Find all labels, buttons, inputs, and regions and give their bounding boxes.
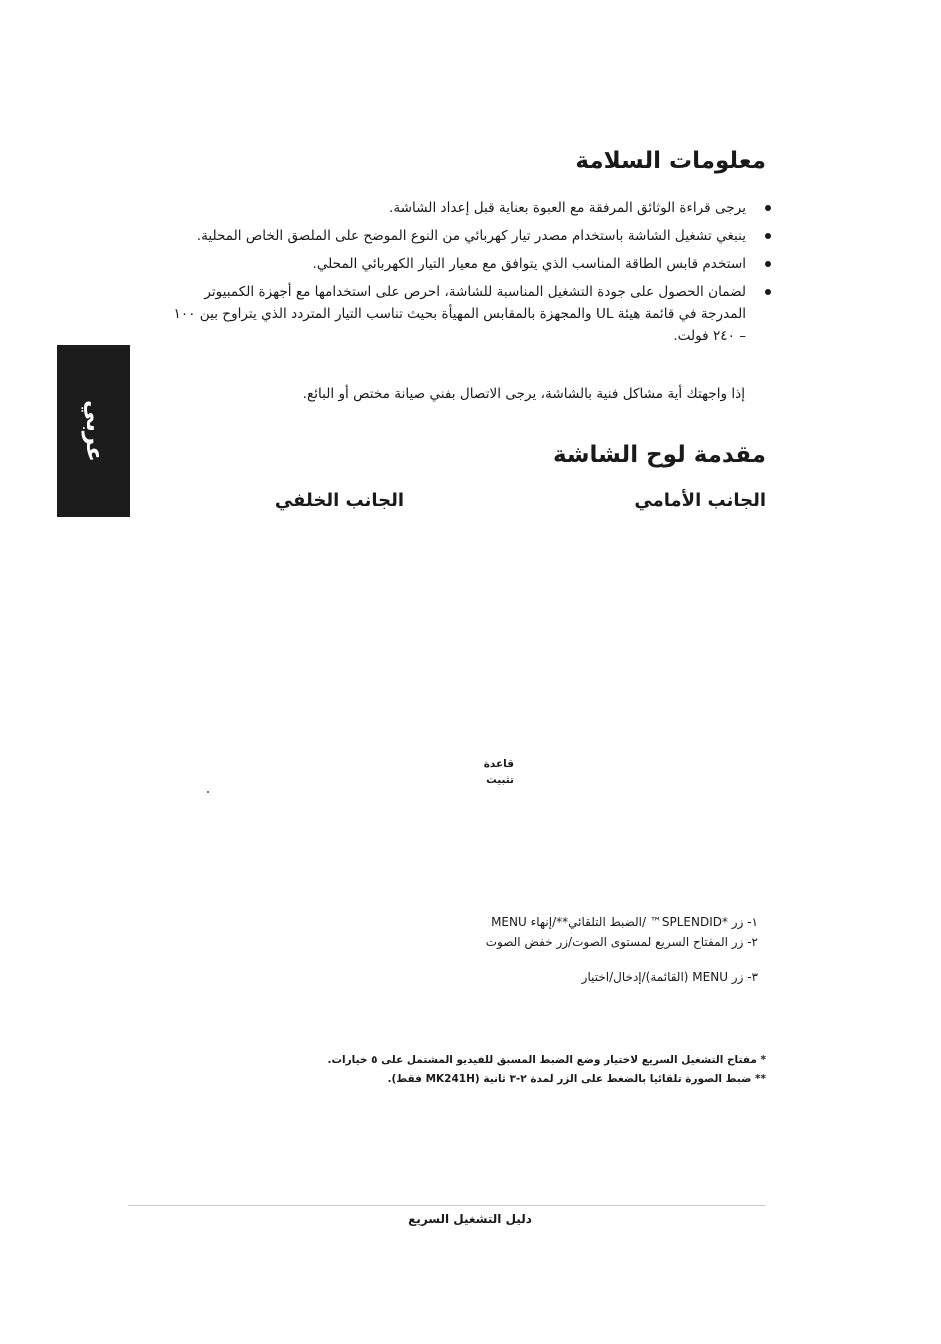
safety-note: إذا واجهتك أية مشاكل فنية بالشاشة، يرجى الاتصال بفني صيانة مختص أو البائع. xyxy=(302,386,745,402)
language-side-tab xyxy=(57,345,130,517)
button-item-3: ٣- زر MENU (القائمة)/إدخال/اختيار xyxy=(581,970,758,984)
safety-bullet-list xyxy=(171,197,771,353)
footnote-1: * مفتاح التشغيل السريع لاختيار وضع الضبط المسبق للفيديو المشتمل على ٥ خيارات. xyxy=(327,1054,766,1066)
button-item-1: ١- زر *SPLENDID™ /الضبط التلقائي**/إنهاء MENU xyxy=(491,915,758,929)
stand-label-line2: تثبيت xyxy=(486,774,514,786)
safety-bullet: ينبغي تشغيل الشاشة باستخدام مصدر تيار كهربائي من النوع الموضح على الملصق الخاص المحلية. xyxy=(171,225,771,247)
footnote-2: ** ضبط الصورة تلقائيا بالضغط على الزر لمدة ٢-٣ ثانية (MK241H فقط). xyxy=(387,1073,766,1085)
leader-dot xyxy=(207,791,209,793)
safety-bullet: يرجى قراءة الوثائق المرفقة مع العبوة بعناية قبل إعداد الشاشة. xyxy=(171,197,771,219)
button-item-2: ٢- زر المفتاح السريع لمستوى الصوت/زر خفض الصوت xyxy=(485,935,758,949)
stand-label-line1: قاعدة xyxy=(483,758,514,770)
front-side-heading: الجانب الأمامي xyxy=(634,490,766,511)
safety-bullet: لضمان الحصول على جودة التشغيل المناسبة للشاشة، احرص على استخدامها مع أجهزة الكمبيوتر المدرجة في قائمة هيئة UL والمجهزة بالمقابس المهيأة بحيث تناسب التيار المتردد الذي يتراوح بين ١٠٠ – ٢٤٠ فولت. xyxy=(171,281,771,347)
footer-title: دليل التشغيل السريع xyxy=(408,1212,532,1226)
safety-bullet: استخدم قابس الطاقة المناسب الذي يتوافق مع معيار التيار الكهربائي المحلي. xyxy=(171,253,771,275)
footer-divider xyxy=(128,1205,765,1206)
intro-heading: مقدمة لوح الشاشة xyxy=(552,442,766,468)
language-tab-label: عربي xyxy=(80,400,107,462)
safety-heading: معلومات السلامة xyxy=(575,148,766,174)
back-side-heading: الجانب الخلفي xyxy=(274,490,404,511)
